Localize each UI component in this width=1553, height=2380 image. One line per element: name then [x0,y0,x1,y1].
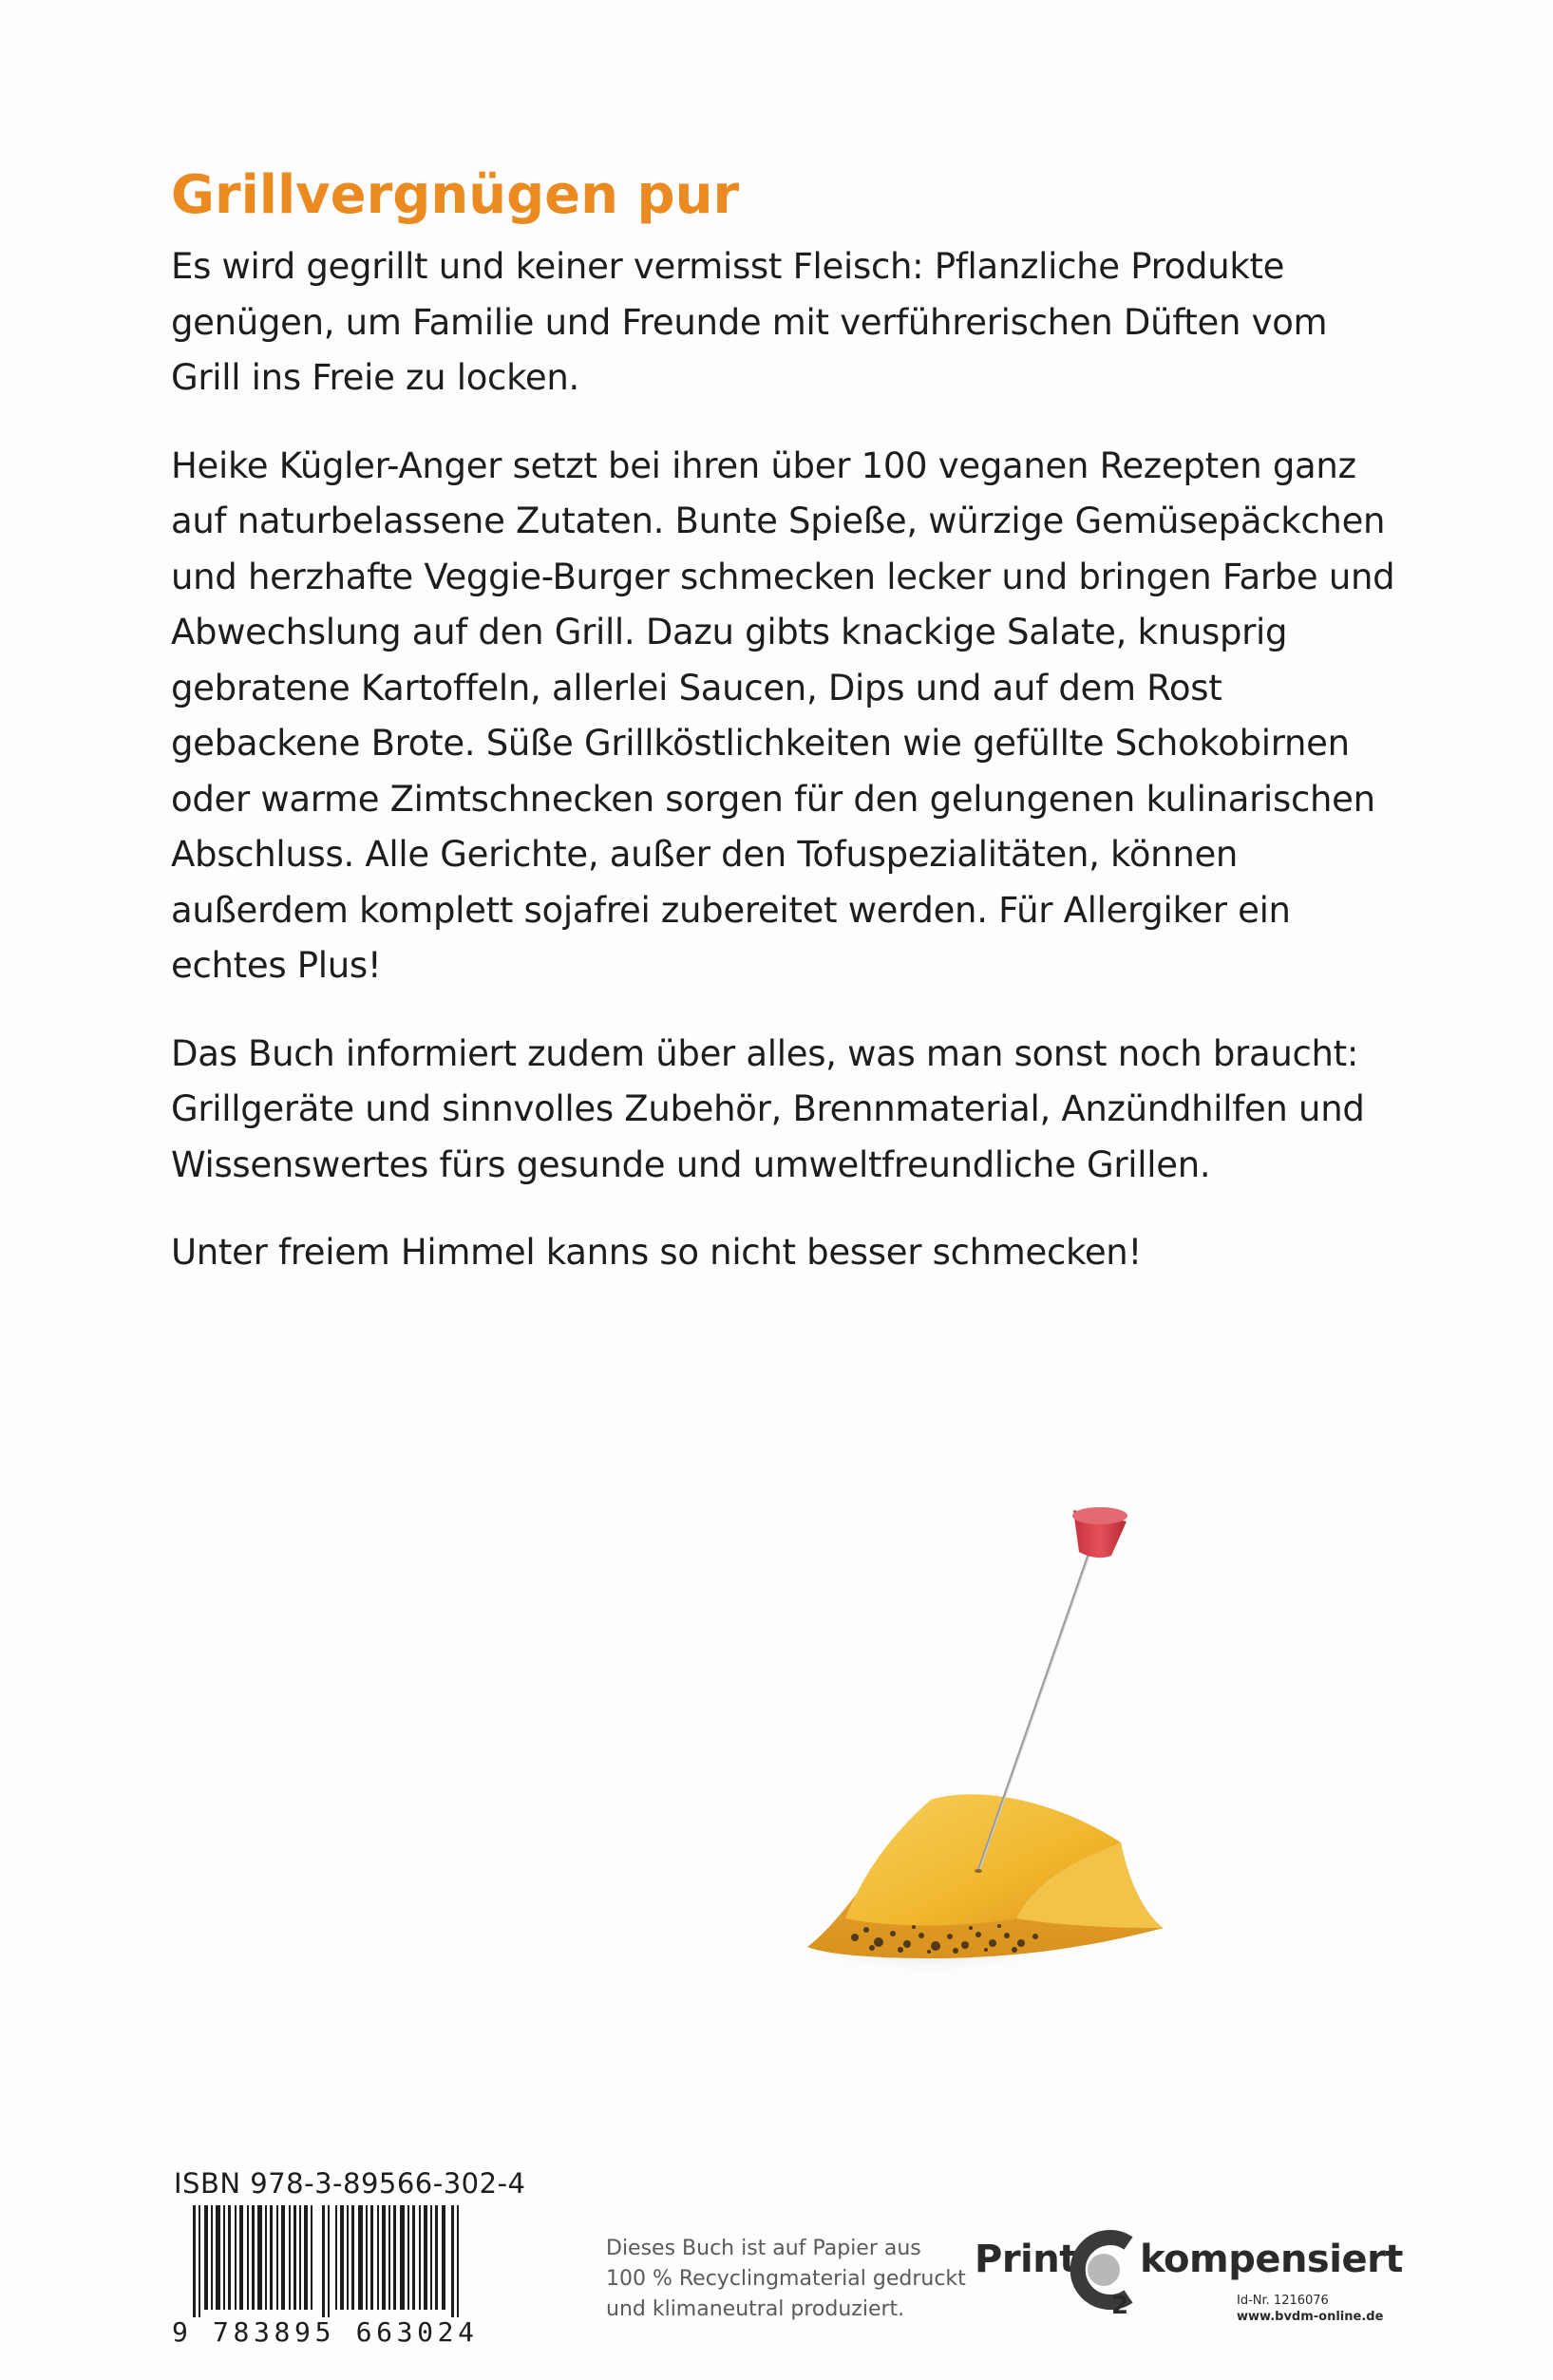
print-logo-word-left: Print [975,2238,1077,2281]
print-logo-word-right: kompensiert [1140,2238,1403,2281]
blurb-paragraph-2: Heike Kügler-Anger setzt bei ihren über 100 veganen Rezepten ganz auf naturbelassene Zutaten. Bunte Spieße, würzige Gemüsepäckchen und herzhafte Veggie-Burger schmecken lecker und bringen Farbe und Abwechslung auf den Grill. Dazu gibts knackige Salate, knusprig gebratene Kartoffeln, allerlei Saucen, Dips und auf dem Rost gebackene Brote. Süße Grillköstlichkeiten wie gefüllte Schokobirnen oder warme Zimtschnecken sorgen für den gelungenen kulinarischen Abschluss. Alle Gerichte, außer den Tofuspezialitäten, können außerdem komplett sojafrei zubereitet werden. Für Allergiker ein echtes Plus! [171,444,1395,986]
co2-subscript: 2 [1111,2292,1129,2317]
print-kompensiert-logo [971,2203,1403,2355]
print-logo-url: www.bvdm-online.de [1237,2310,1384,2324]
page-title: Grillvergnügen pur [171,164,740,226]
blurb-paragraph-3: Das Buch informiert zudem über alles, was man sonst noch braucht: Grillgeräte und sinnvolles Zubehör, Brennmaterial, Anzündhilfen und Wissenswertes fürs gesunde und umweltfreundliche Grillen. [171,1032,1365,1185]
blurb-paragraph-1: Es wird gegrillt und keiner vermisst Fleisch: Pflanzliche Produkte genügen, um Familie und Freunde mit verführerischen Düften vom Grill ins Freie zu locken. [171,246,1328,398]
print-logo-id-number: Id-Nr. 1216076 [1237,2294,1329,2308]
barcode-number: 9 783895 663024 [172,2316,474,2348]
recycle-note-line-3: und klimaneutral produziert. [606,2297,905,2321]
blurb-content [171,161,1396,1281]
barcode [172,2205,485,2348]
recycle-note-line-2: 100 % Recyclingmaterial gedruckt [606,2267,966,2291]
blurb-paragraph-4: Unter freiem Himmel kanns so nicht besser schmecken! [171,1232,1142,1273]
recycle-note-line-1: Dieses Buch ist auf Papier aus [606,2237,921,2260]
isbn-label: ISBN 978-3-89566-302-4 [174,2167,526,2200]
co2-icon [1070,2222,1138,2317]
grilled-potato-on-skewer-icon [788,1472,1197,1985]
recycle-note [606,2234,966,2325]
